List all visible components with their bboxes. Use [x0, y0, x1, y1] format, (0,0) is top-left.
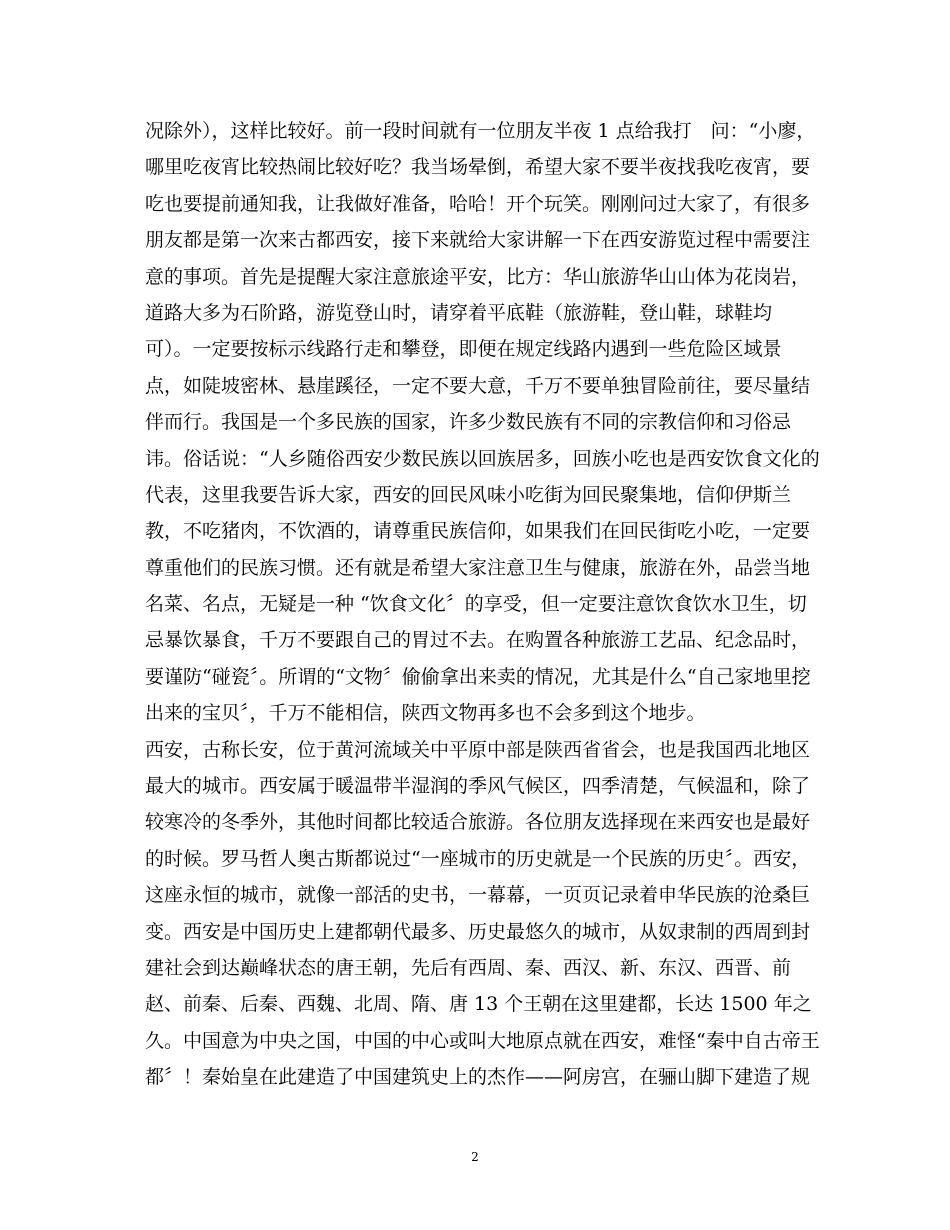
text-line: 久。中国意为中央之国，中国的中心或叫大地原点就在西安，难怪“秦中自古帝王 — [145, 1029, 820, 1052]
text-line: 要谨防“碰瓷〞。所谓的“文物〞偷偷拿出来卖的情况，尤其是什么“自己家地里挖 — [145, 665, 811, 688]
text-line: 这座永恒的城市，就像一部活的史书，一幕幕，一页页记录着申华民族的沧桑巨 — [145, 884, 811, 907]
text-line: 况除外），这样比较好。前一段时间就有一位朋友半夜 1 点给我打 问：“小廖， — [145, 120, 816, 142]
text-line: 伴而行。我国是一个多民族的国家，许多少数民族有不同的宗教信仰和习俗忌 — [145, 411, 792, 434]
text-line: 的时候。罗马哲人奥古斯都说过“一座城市的历史就是一个民族的历史〞。西安， — [145, 847, 811, 870]
text-line: 赵、前秦、后秦、西魏、北周、隋、唐 13 个王朝在这里建都，长达 1500 年之 — [145, 993, 812, 1016]
text-line: 哪里吃夜宵比较热闹比较好吃？我当场晕倒，希望大家不要半夜找我吃夜宵，要 — [145, 156, 811, 179]
text-line: 变。西安是中国历史上建都朝代最多、历史最悠久的城市，从奴隶制的西周到封 — [145, 920, 811, 943]
text-line: 西安，古称长安，位于黄河流域关中平原中部是陕西省省会，也是我国西北地区 — [145, 738, 811, 761]
text-line: 教，不吃猪肉，不饮酒的，请尊重民族信仰，如果我们在回民街吃小吃，一定要 — [145, 520, 811, 543]
text-line: 朋友都是第一次来古都西安，接下来就给大家讲解一下在西安游览过程中需要注 — [145, 229, 811, 252]
text-line: 最大的城市。西安属于暖温带半湿润的季风气候区，四季清楚，气候温和，除了 — [145, 775, 811, 798]
text-line: 建社会到达巅峰状态的唐王朝，先后有西周、秦、西汉、新、东汉、西晋、前 — [145, 956, 792, 979]
text-line: 尊重他们的民族习惯。还有就是希望大家注意卫生与健康，旅游在外，品尝当地 — [145, 556, 811, 579]
text-line: 都〞！秦始皇在此建造了中国建筑史上的杰作——阿房宫，在骊山脚下建造了规 — [145, 1066, 811, 1089]
text-line: 出来的宝贝〞，千万不能相信，陕西文物再多也不会多到这个地步。 — [145, 702, 706, 725]
body-text — [145, 113, 825, 1096]
text-line: 道路大多为石阶路，游览登山时，请穿着平底鞋（旅游鞋，登山鞋，球鞋均 — [145, 301, 773, 324]
text-line: 意的事项。首先是提醒大家注意旅途平安，比方：华山旅游华山山体为花岗岩， — [145, 265, 811, 288]
text-line: 吃也要提前通知我，让我做好准备，哈哈！开个玩笑。刚刚问过大家了，有很多 — [145, 192, 811, 215]
text-line: 较寒冷的冬季外，其他时间都比较适合旅游。各位朋友选择现在来西安也是最好 — [145, 811, 811, 834]
text-line: 代表，这里我要告诉大家，西安的回民风味小吃街为回民聚集地，信仰伊斯兰 — [145, 483, 792, 506]
text-line: 讳。俗话说：“人乡随俗西安少数民族以回族居多，回族小吃也是西安饮食文化的 — [145, 447, 820, 470]
page-number: 2 — [471, 1150, 479, 1164]
text-line: 忌暴饮暴食，千万不要跟自己的胃过不去。在购置各种旅游工艺品、纪念品时， — [145, 629, 811, 652]
text-line: 可）。一定要按标示线路行走和攀登，即便在规定线路内遇到一些危险区域景 — [145, 338, 782, 361]
text-line: 名菜、名点，无疑是一种 “饮食文化〞的享受，但一定要注意饮食饮水卫生，切 — [145, 593, 807, 616]
text-line: 点，如陡坡密林、悬崖蹊径，一定不要大意，千万不要单独冒险前往，要尽量结 — [145, 374, 811, 397]
